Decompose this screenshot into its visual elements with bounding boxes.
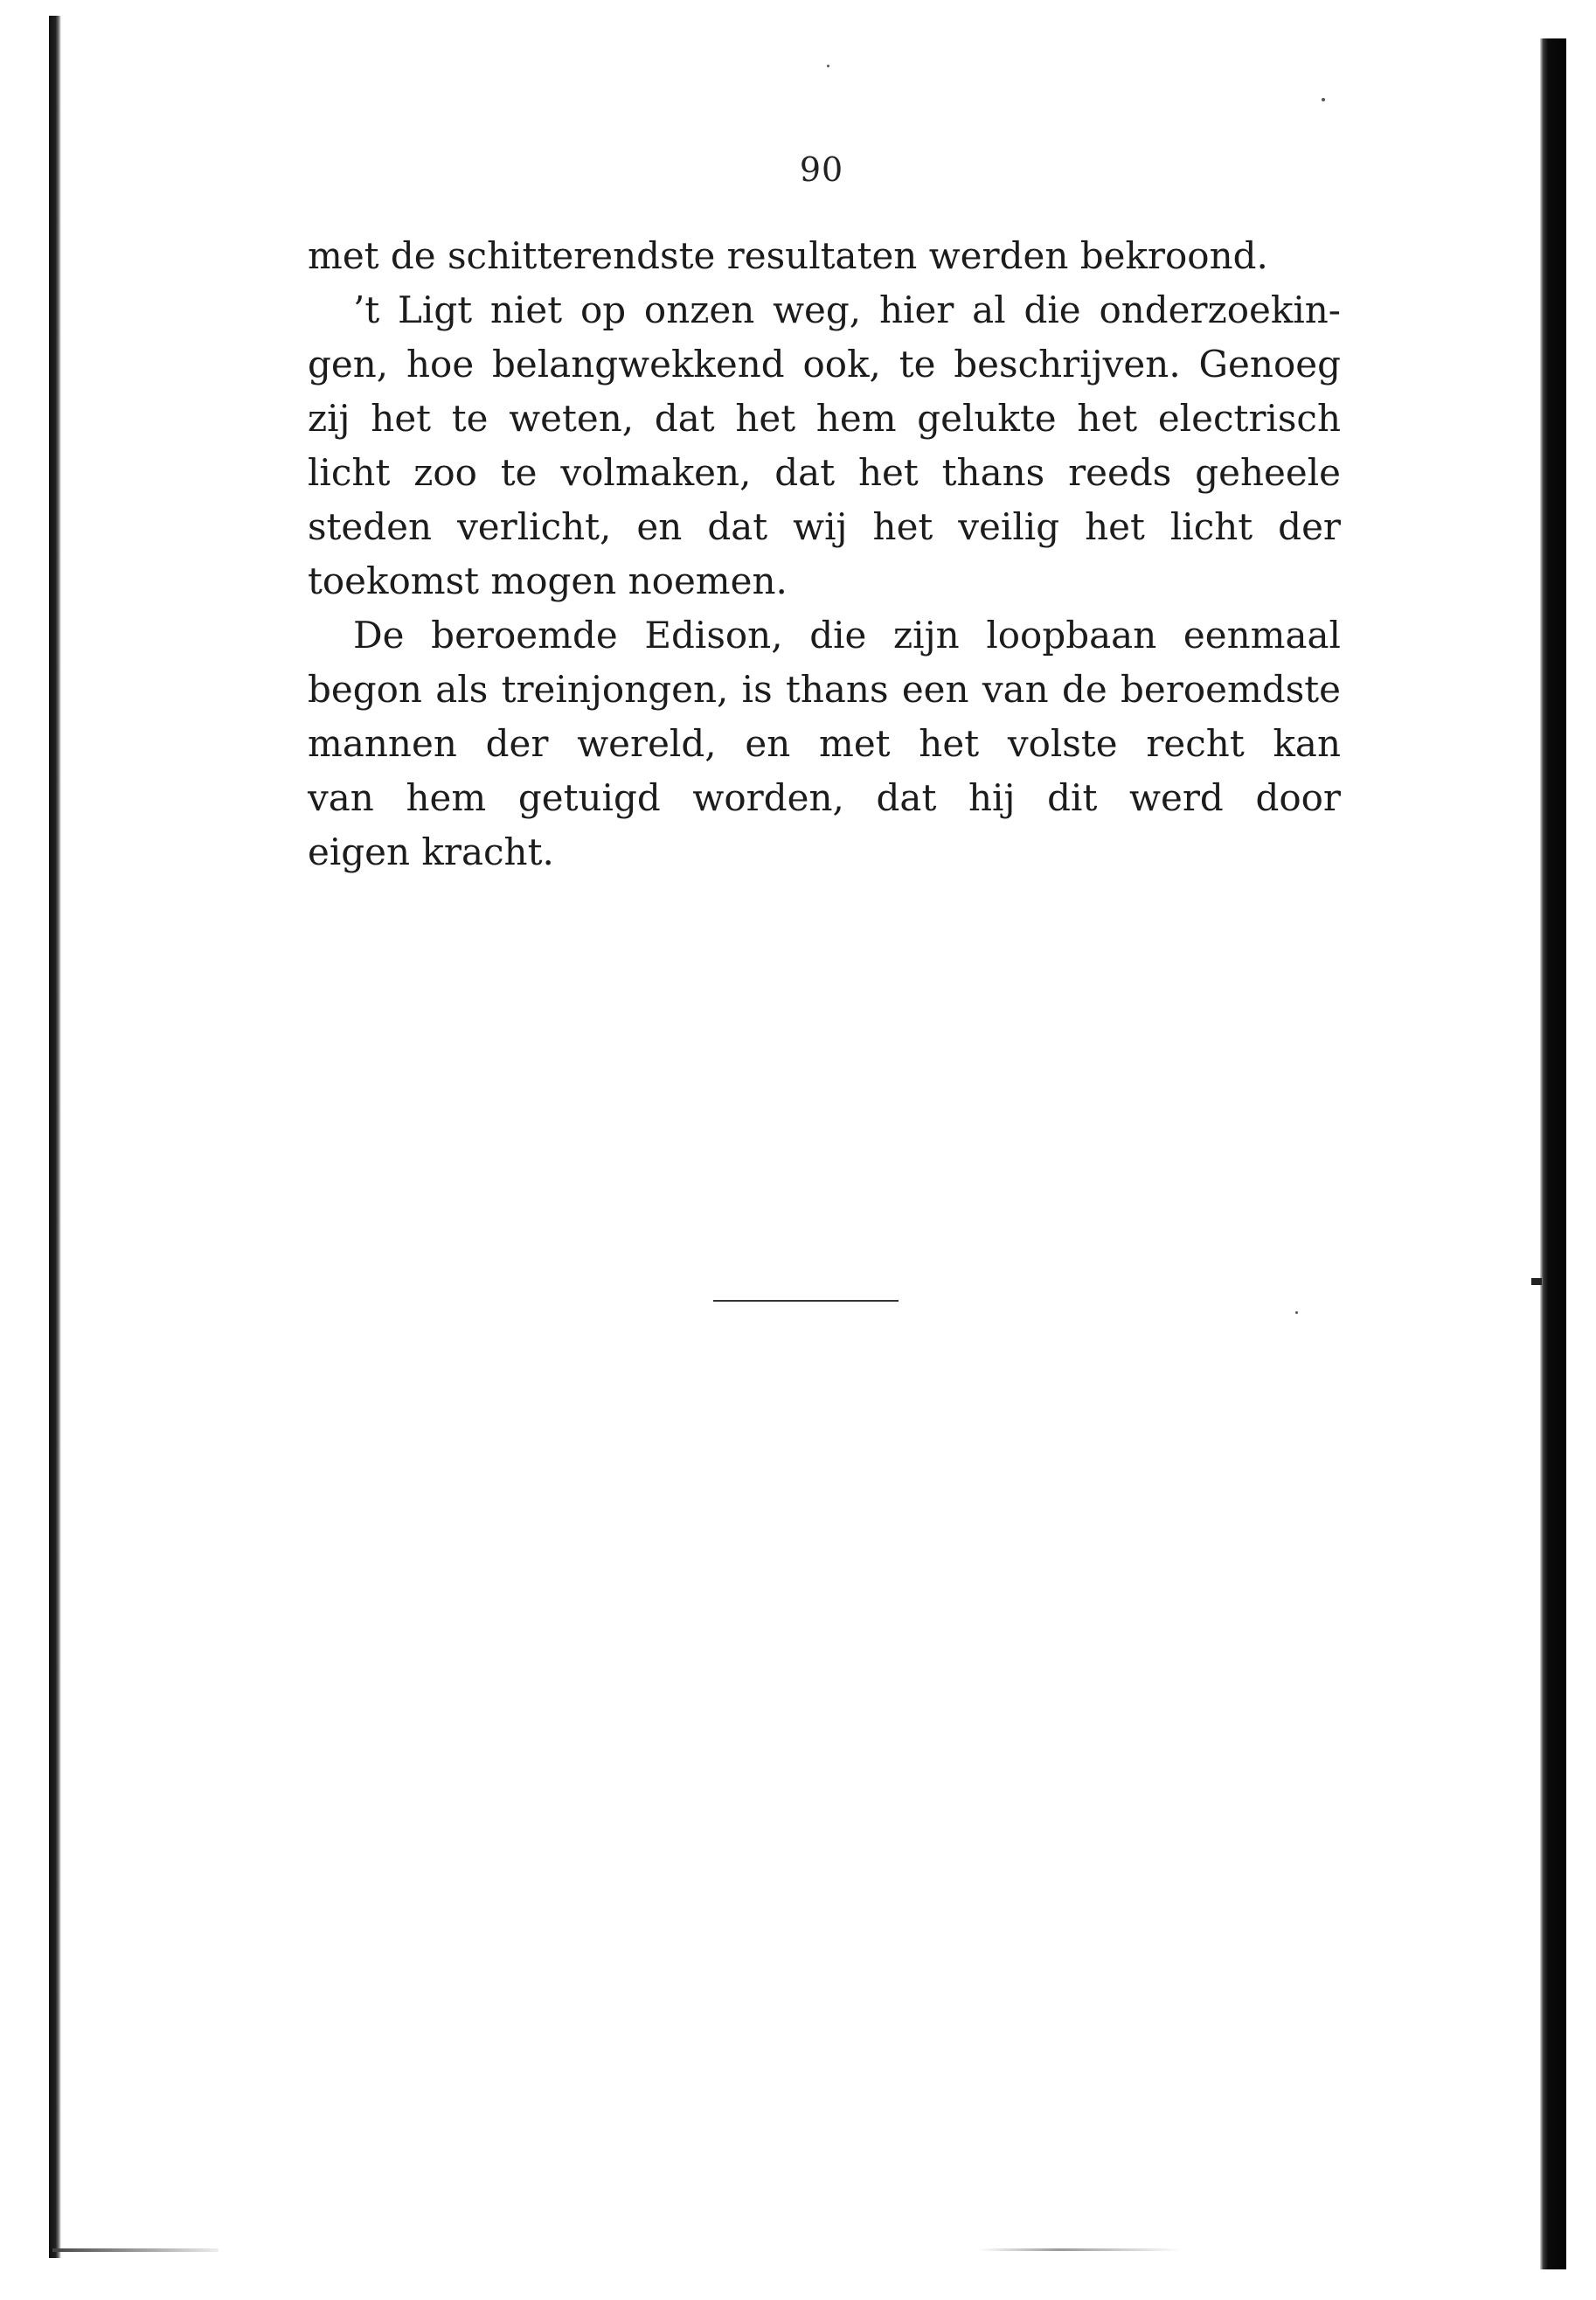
scan-speck: [1322, 98, 1325, 101]
page-number: 90: [799, 150, 844, 189]
text-line: De beroemde Edison, die zijn loopbaan eenmaal: [353, 614, 1341, 657]
text-line: zij het te weten, dat het hem gelukte het electrisch: [308, 397, 1341, 440]
scan-edge-left: [49, 16, 61, 2258]
section-divider-rule: [713, 1300, 899, 1302]
text-line: begon als treinjongen, is thans een van de beroemdste: [308, 668, 1341, 711]
text-line: gen, hoe belangwekkend ook, te beschrijven. Genoeg: [308, 343, 1341, 386]
scan-edge-right-tick: [1531, 1278, 1542, 1285]
text-line: van hem getuigd worden, dat hij dit werd door: [308, 776, 1341, 819]
text-line: steden verlicht, en dat wij het veilig het licht der: [308, 505, 1341, 548]
scan-speck: [1295, 1311, 1298, 1314]
text-line: met de schitterendste resultaten werden bekroond.: [308, 234, 1268, 277]
text-line: ’t Ligt niet op onzen weg, hier al die onderzoekin-: [353, 288, 1341, 331]
scan-speck: [827, 65, 829, 67]
text-line: eigen kracht.: [308, 830, 554, 873]
scan-edge-left-bottom: [52, 2248, 219, 2252]
text-line: toekomst mogen noemen.: [308, 559, 788, 602]
scan-edge-right: [1540, 38, 1566, 2269]
text-line: licht zoo te volmaken, dat het thans reeds geheele: [308, 451, 1341, 494]
scan-smudge-bottom: [979, 2248, 1180, 2251]
text-line: mannen der wereld, en met het volste recht kan: [308, 722, 1341, 765]
body-text: [308, 229, 1341, 879]
